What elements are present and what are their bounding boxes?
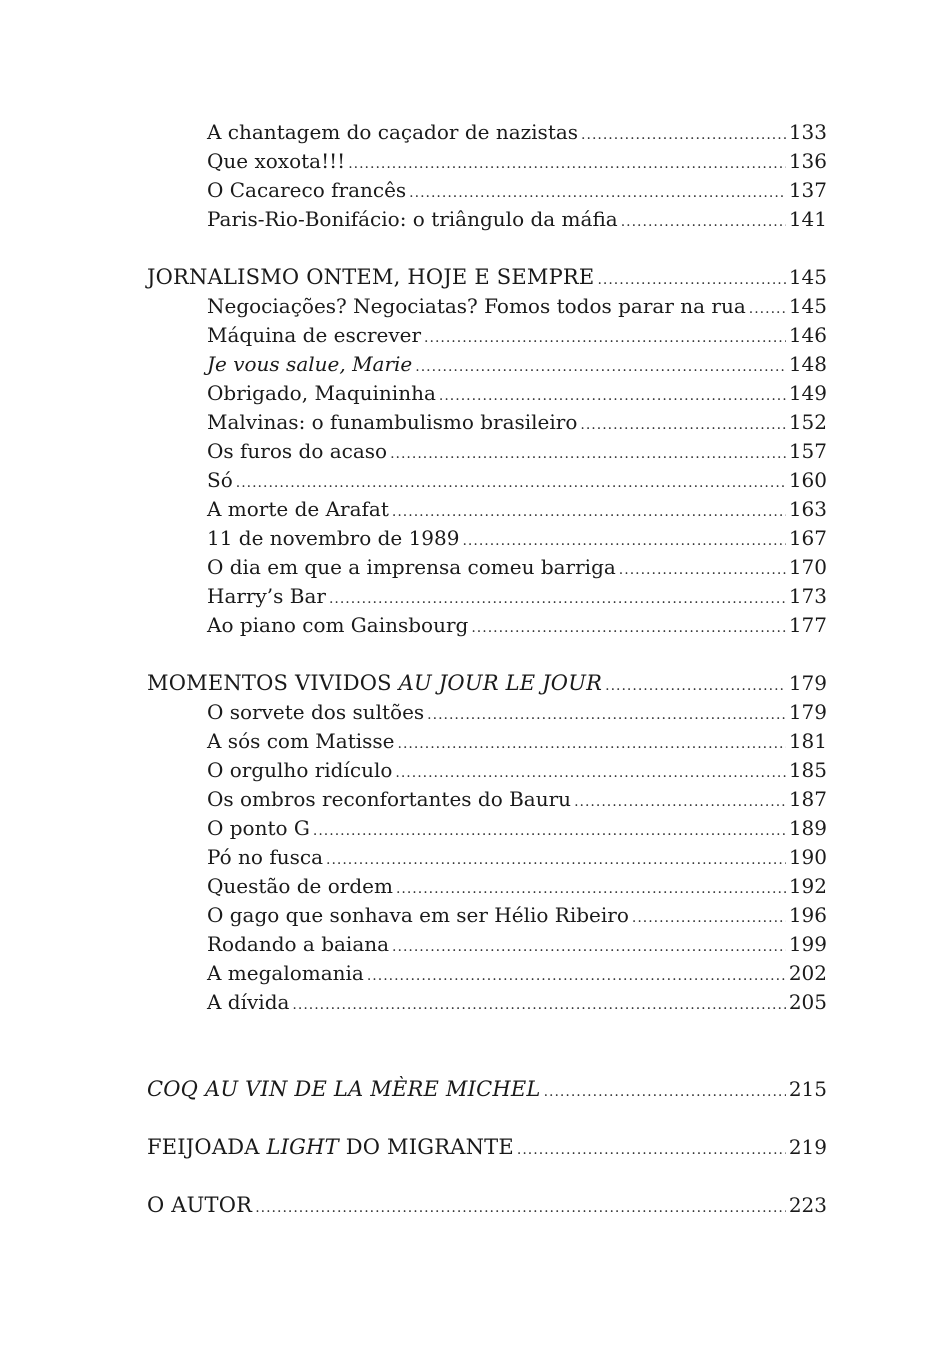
section-page: 179	[788, 671, 827, 695]
dot-leader	[292, 991, 785, 1020]
entry-title: Harry’s Bar	[207, 584, 326, 608]
toc-entry	[147, 756, 827, 785]
dot-leader	[574, 788, 786, 817]
section-title	[147, 1133, 514, 1162]
section-page: 215	[788, 1077, 827, 1101]
dot-leader	[619, 556, 786, 585]
entry-title: O Cacareco francês	[207, 178, 407, 202]
section-page: 223	[788, 1193, 827, 1217]
spacer	[147, 1104, 827, 1133]
toc-entry	[147, 611, 827, 640]
dot-leader	[398, 730, 786, 759]
spacer	[147, 640, 827, 669]
toc-entry	[147, 466, 827, 495]
dot-leader	[427, 701, 786, 730]
toc-entry	[147, 176, 827, 205]
entry-page: 149	[788, 381, 827, 405]
toc-entry	[147, 437, 827, 466]
toc-section-heading	[147, 263, 827, 292]
dot-leader	[236, 469, 786, 498]
section-title	[147, 669, 602, 698]
dot-leader	[390, 440, 786, 469]
dot-leader	[632, 904, 786, 933]
entry-page: 137	[788, 178, 827, 202]
entry-title: O orgulho ridículo	[207, 758, 393, 782]
entry-title: Pó no fusca	[207, 845, 323, 869]
dot-leader	[597, 266, 785, 295]
entry-title: Que xoxota!!!	[207, 149, 346, 173]
entry-page: 199	[788, 932, 827, 956]
entry-title: Je vous salue, Marie	[207, 352, 413, 376]
toc-section-heading	[147, 1133, 827, 1162]
dot-leader	[255, 1194, 786, 1223]
entry-page: 146	[788, 323, 827, 347]
entry-title: O gago que sonhava em ser Hélio Ribeiro	[207, 903, 629, 927]
toc-entry	[147, 205, 827, 234]
dot-leader	[621, 208, 786, 237]
entry-title: Negociações? Negociatas? Fomos todos parar na rua	[207, 294, 746, 318]
entry-title: A sós com Matisse	[207, 729, 395, 753]
entry-page: 136	[788, 149, 827, 173]
section-title: JORNALISMO ONTEM, HOJE E SEMPRE	[147, 265, 595, 289]
entry-page: 133	[788, 120, 827, 144]
toc-section-heading	[147, 1191, 827, 1220]
entry-title: Os furos do acaso	[207, 439, 388, 463]
toc-entry	[147, 843, 827, 872]
table-of-contents	[147, 118, 827, 1220]
entry-title: Paris-Rio-Bonifácio: o triângulo da máfia	[207, 207, 618, 231]
entry-page: 148	[788, 352, 827, 376]
toc-entry	[147, 118, 827, 147]
entry-page: 190	[788, 845, 827, 869]
entry-title: O sorvete dos sultões	[207, 700, 425, 724]
toc-entry	[147, 872, 827, 901]
spacer	[147, 234, 827, 263]
entry-page: 181	[788, 729, 827, 753]
entry-page: 177	[788, 613, 827, 637]
entry-title: O ponto G	[207, 816, 310, 840]
entry-page: 189	[788, 816, 827, 840]
dot-leader	[439, 382, 786, 411]
entry-title: Ao piano com Gainsbourg	[207, 613, 469, 637]
section-title: COQ AU VIN DE LA MÈRE MICHEL	[147, 1077, 541, 1101]
spacer	[147, 1017, 827, 1075]
toc-entry	[147, 901, 827, 930]
dot-leader	[544, 1078, 786, 1107]
section-title-italic: LIGHT	[266, 1135, 339, 1159]
entry-page: 192	[788, 874, 827, 898]
toc-entry	[147, 553, 827, 582]
dot-leader	[605, 672, 786, 701]
entry-page: 179	[788, 700, 827, 724]
toc-entry	[147, 582, 827, 611]
dot-leader	[348, 150, 786, 179]
entry-title: A dívida	[207, 990, 290, 1014]
dot-leader	[392, 933, 786, 962]
dot-leader	[517, 1136, 786, 1165]
toc-entry	[147, 959, 827, 988]
section-page: 145	[788, 265, 827, 289]
dot-leader	[581, 121, 786, 150]
section-title-part: MOMENTOS VIVIDOS	[147, 671, 399, 695]
dot-leader	[424, 324, 786, 353]
dot-leader	[329, 585, 786, 614]
toc-entry	[147, 321, 827, 350]
entry-title: A morte de Arafat	[207, 497, 389, 521]
spacer	[147, 1162, 827, 1191]
entry-page: 202	[788, 961, 827, 985]
entry-page: 205	[788, 990, 827, 1014]
section-page: 219	[788, 1135, 827, 1159]
dot-leader	[462, 527, 785, 556]
section-title-italic: AU JOUR LE JOUR	[398, 671, 603, 695]
toc-entry	[147, 147, 827, 176]
toc-section-heading	[147, 1075, 827, 1104]
entry-title: Máquina de escrever	[207, 323, 422, 347]
entry-page: 163	[788, 497, 827, 521]
entry-title: Malvinas: o funambulismo brasileiro	[207, 410, 578, 434]
entry-page: 167	[788, 526, 827, 550]
toc-entry	[147, 350, 827, 379]
entry-title: O dia em que a imprensa comeu barriga	[207, 555, 616, 579]
toc-entry	[147, 988, 827, 1017]
entry-page: 152	[788, 410, 827, 434]
toc-entry	[147, 785, 827, 814]
dot-leader	[471, 614, 785, 643]
dot-leader	[313, 817, 786, 846]
entry-page: 173	[788, 584, 827, 608]
dot-leader	[392, 498, 786, 527]
section-title: O AUTOR	[147, 1193, 253, 1217]
toc-entry	[147, 814, 827, 843]
dot-leader	[395, 759, 785, 788]
toc-entry	[147, 408, 827, 437]
toc-entry	[147, 930, 827, 959]
entry-page: 145	[788, 294, 827, 318]
entry-title: 11 de novembro de 1989	[207, 526, 460, 550]
entry-title: Questão de ordem	[207, 874, 393, 898]
toc-section-heading	[147, 669, 827, 698]
dot-leader	[409, 179, 786, 208]
toc-entry	[147, 292, 827, 321]
dot-leader	[749, 295, 786, 324]
entry-title: Rodando a baiana	[207, 932, 390, 956]
dot-leader	[396, 875, 786, 904]
entry-title: Só	[207, 468, 233, 492]
entry-page: 196	[788, 903, 827, 927]
entry-page: 141	[788, 207, 827, 231]
entry-page: 160	[788, 468, 827, 492]
section-title-part: FEIJOADA	[147, 1135, 267, 1159]
dot-leader	[367, 962, 786, 991]
entry-title: Obrigado, Maquininha	[207, 381, 436, 405]
toc-entry	[147, 524, 827, 553]
toc-entry	[147, 727, 827, 756]
toc-entry	[147, 495, 827, 524]
toc-entry	[147, 698, 827, 727]
dot-leader	[415, 353, 786, 382]
section-title-part: DO MIGRANTE	[338, 1135, 514, 1159]
dot-leader	[326, 846, 786, 875]
entry-title: A megalomania	[207, 961, 364, 985]
entry-title: A chantagem do caçador de nazistas	[207, 120, 579, 144]
entry-page: 185	[788, 758, 827, 782]
entry-page: 157	[788, 439, 827, 463]
entry-title: Os ombros reconfortantes do Bauru	[207, 787, 572, 811]
dot-leader	[580, 411, 785, 440]
entry-page: 170	[788, 555, 827, 579]
entry-page: 187	[788, 787, 827, 811]
toc-entry	[147, 379, 827, 408]
